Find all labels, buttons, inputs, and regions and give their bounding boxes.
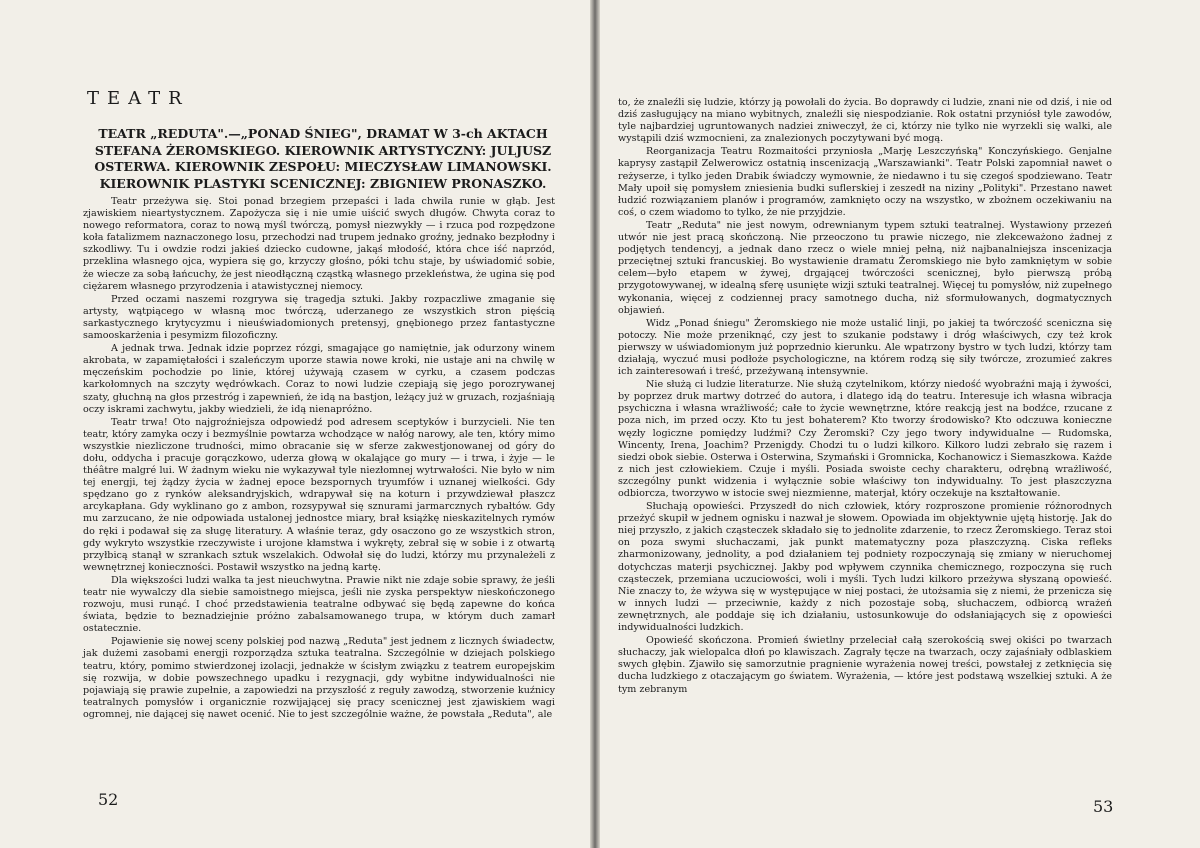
right-page-body <box>618 97 1112 817</box>
left-page-body <box>83 196 555 786</box>
right-page <box>600 0 1200 848</box>
book-gutter <box>590 0 600 848</box>
paragraph: Opowieść skończona. Promień świetlny przeleciał całą szerokością swej okiści po twarzach słuchaczy, jak wielopalca dłoń po klawiszach. Zagrały tęcze na twarzach, oczy zajaśniały odblaskiem swych głębin. Zjawiło się samorzutnie pragnienie wyrażenia nowej treści, powstałej z zetknięcia się ducha ludzkiego z otaczającym go światem. Wyrażenia, — które jest podstawą wszelkiej sztuki. A że tym zebranym <box>618 635 1112 695</box>
paragraph: Teatr trwa! Oto najgroźniejsza odpowiedź pod adresem sceptyków i burzycieli. Nie ten teatr, który zamyka oczy i bezmyślnie powtarza wchodzące w nałóg narowy, ale ten, który mimo wszystkie niezliczone trudności, mimo obracanie się w sferze zakwestjonowanej od góry do dołu, oddycha i pracuje gorączkowo, uderza głową w okalające go mury — i trwa, i żyje — le théâtre malgré lui. W żadnym wieku nie wykazywał tyle niezłomnej wytrwałości. Nie było w nim tej energji, tej żądzy życia w żadnej epoce bezspornych tryumfów i uznanej wielkości. Gdy spędzano go z rynków aleksandryjskich, wdrapywał się na koturn i przywdziewał płaszcz arcykapłana. Gdy wyklinano go z ambon, rozsypywał się sznurami jarmarcznych rybałtów. Gdy mu zarzucano, że nie odpowiada ustalonej jednostce miary, brał książkę nieskazitelnych rymów do ręki i podawał się za sługę literatury. A właśnie teraz, gdy osaczono go ze wszystkich stron, gdy wykryto wszystkie rzeczywiste i urojone kłamstwa i wykręty, zebrał się w sobie i z otwartą przyłbicą stanął w szrankach sztuk wszelakich. Odwołał się do ludzi, którzy mu przynależeli z wewnętrznej konieczności. Postawił wszystko na jedną kartę. <box>83 416 555 573</box>
left-page <box>0 0 590 848</box>
paragraph: A jednak trwa. Jednak idzie poprzez rózgi, smagające go namiętnie, jak odurzony winem akrobata, w zapamiętałości i szaleńczym uporze stawia nowe kroki, nie ustaje ani na chwilę w męczeńskim pochodzie po linie, której używają czasem w cyrku, a czasem podczas karkołomnych na szczyty wędrówkach. Coraz to nowi ludzie czepiają się jego porozrywanej szaty, głuchną na głos przestróg i zapewnień, że idą na bastjon, leżący już w gruzach, rozjaśniają oczy iskrami zachwytu, jakby wiedzieli, że idą nienapróżno. <box>83 343 555 415</box>
paragraph: Widz „Ponad śniegu" Żeromskiego nie może ustalić linji, po jakiej ta twórczość sceniczna się potoczy. Nie może przeniknąć, czy jest to szukanie podstawy i dróg właściwych, czy też krok pierwszy w uświadomionym już poprzednio kierunku. Ale wpatrzony bystro w tych ludzi, którzy tam działają, wyczuć musi podłoże psychologiczne, na którem rodzą się siły twórcze, zrozumieć zakres ich zainteresowań i treść, przeżywaną intensywnie. <box>618 317 1112 378</box>
section-title: TEATR <box>87 88 190 109</box>
paragraph: Słuchają opowieści. Przyszedł do nich człowiek, który rozproszone promienie różnorodnych przeżyć skupił w jednem ognisku i nazwał je słowem. Opowiada im objektywnie ujętą historję. Jak do niej przyszło, z jakich cząsteczek składało się to jednolite zdarzenie, to rzecz Żeromskiego. Teraz stoi on poza swymi słuchaczami, jak punkt matematyczny poza płaszczyzną. Ciska refleks zharmonizowany, jednolity, a pod działaniem tej podniety rozpoczynają się zmiany w nieruchomej dotychczas materji psychicznej. Jakby pod wpływem czynnika chemicznego, rozpoczyna się ruch cząsteczek, przemiana uczuciowości, woli i myśli. Tych ludzi kilkoro przeżywa słyszaną opowieść. Nie znaczy to, że wżywa się w występujące w niej postaci, że utożsamia się z niemi, że przenicza się w innych ludzi — przeciwnie, każdy z nich pozostaje sobą, słuchaczem, odbiorcą wrażeń zewnętrznych, ale poddaje się ich działaniu, ustosunkowuje do odsłaniających się z opowieści indywidualności ludzkich. <box>618 501 1112 634</box>
paragraph: Nie służą ci ludzie literaturze. Nie służą czytelnikom, którzy niedość wyobraźni mają i żywości, by poprzez druk martwy dotrzeć do autora, i dlatego idą do teatru. Interesuje ich własna wibracja psychiczna i własna wrażliwość; całe to życie wewnętrzne, które reakcją jest na bodźce, rzucane z poza nich, im przed oczy. Kto tu jest bohaterem? Kto tworzy środowisko? Kto odczuwa konieczne węzły logiczne pomiędzy ludźmi? Czy Żeromski? Czy jego twory indywidualne — Rudomska, Wincenty, Irena, Joachim? Przenigdy. Chodzi tu o ludzi kilkoro. Kilkoro ludzi zebrało się razem i siedzi obok siebie. Osterwa i Osterwina, Szymański i Gromnicka, Kochanowicz i Siemaszkowa. Każde z nich jest człowiekiem. Czuje i myśli. Posiada swoiste cechy charakteru, odrębną wrażliwość, szczególny punkt widzenia i wyłącznie sobie właściwy ton indywidualny. To jest płaszczyzna odbiorcza, tworzywo w istocie swej niezmienne, materjał, który oczekuje na kształtowanie. <box>618 379 1112 499</box>
paragraph: Przed oczami naszemi rozgrywa się tragedja sztuki. Jakby rozpaczliwe zmaganie się artysty, wątpiącego w własną moc twórczą, uderzanego ze wszystkich stron pięścią sarkastycznego krytycyzmu i nieuświadomionych pretensyj, gnębionego przez fantastyczne samooskarżenia i pesymizm filozoficzny. <box>83 293 555 342</box>
paragraph: Dla większości ludzi walka ta jest nieuchwytna. Prawie nikt nie zdaje sobie sprawy, że jeśli teatr nie wywalczy dla siebie samoistnego miejsca, jeśli nie zyska perspektyw nieskończonego rozwoju, musi runąć. I choć przedstawienia teatralne odbywać się będą zapewne do końca świata, będzie to beznadziejnie próżno zabalsamowanego trupa, w którym duch zamarł ostatecznie. <box>83 574 555 635</box>
paragraph: to, że znaleźli się ludzie, którzy ją powołali do życia. Bo doprawdy ci ludzie, znani nie od dziś, i nie od dziś zasługujący na miano wybitnych, znaleźli się niespodzianie. Rok ostatni przyniósł tyle zawodów, tyle najbardziej ugruntowanych nadziei zniweczył, że ci, którzy nie tylko nie wyrzekli się walki, ale wystąpili dziś wzmocnieni, za znalezionych poczytywani być mogą. <box>618 97 1112 145</box>
article-headline: TEATR „REDUTA".—„PONAD ŚNIEG", DRAMAT W 3-ch AKTACH STEFANA ŻEROMSKIEGO. KIEROWNIK ARTYSTYCZNY: JULJUSZ OSTERWA. KIEROWNIK ZESPOŁU: MIECZYSŁAW LIMANOWSKI. KIEROWNIK PLASTYKI SCENICZNEJ: ZBIGNIEW PRONASZKO. <box>94 126 552 191</box>
page-number: 53 <box>1093 797 1114 816</box>
paragraph: Teatr przeżywa się. Stoi ponad brzegiem przepaści i lada chwila runie w głąb. Jest zjawiskiem nieartystycznem. Zapożycza się i nie umie uiścić swych długów. Chwyta coraz to nowego reformatora, coraz to nową myśl twórczą, pomysł niezwykły — i rzuca pod rozpędzone koła fatalizmem naznaczonego losu, przechodzi nad trupem jednako groźny, jednako bezpłodny i szkodliwy. Tu i owdzie rodzi jakieś dziecko cudowne, jakąś młodość, która chce iść naprzód, przeklina własnego ojca, wypiera się go, krzyczy głośno, póki tchu staje, by uświadomić sobie, że wiecze za sobą łańcuchy, że jest nieodłączną cząstką własnego przekleństwa, że ugina się pod ciężarem własnego przyrodzenia i atawistycznej niemocy. <box>83 196 555 292</box>
paragraph: Teatr „Reduta" nie jest nowym, odrewnianym typem sztuki teatralnej. Wystawiony przezeń utwór nie jest pracą skończoną. Nie przeoczono tu prawie niczego, nie zlekceważono żadnej z podjętych tendencyj, a jednak dano rzecz o wiele mniej pełną, niż najbanalniejsza inscenizacja przeciętnej sztuki francuskiej. Bo wystawienie dramatu Żeromskiego nie było zamkniętym w sobie celem—było etapem w żywej, drgającej twórczości scenicznej, było pierwszą próbą przygotowywanej, w idealną sferę usunięte wizji sztuki teatralnej. Więcej tu pomysłów, niż zupełnego wykonania, więcej z codziennej pracy samotnego ducha, niż sformułowanych, dogmatycznych objawień. <box>618 219 1112 316</box>
page-number: 52 <box>98 790 119 809</box>
paragraph: Pojawienie się nowej sceny polskiej pod nazwą „Reduta" jest jednem z licznych świadectw, jak dużemi zasobami energji rozporządza sztuka teatralna. Szczególnie w dziejach polskiego teatru, który, pomimo stwierdzonej izolacji, jednakże w ścisłym związku z teatrem europejskim się rozwija, w dobie powszechnego upadku i rezygnacji, gdy wybitne indywidualności nie pojawiają się prawie zupełnie, a zapowiedzi na przyszłość z reguły zawodzą, stworzenie kuźnicy teatralnych pomysłów i organicznie rozwijającej się pracy scenicznej jest zjawiskiem wagi ogromnej, nie dającej się nawet ocenić. Nie to jest szczególnie ważne, że powstała „Reduta", ale <box>83 636 555 720</box>
paragraph: Reorganizacja Teatru Rozmaitości przyniosła „Marję Leszczyńską" Konczyńskiego. Genjalne kaprysy zastąpił Zelwerowicz ostatnią inscenizacją „Warszawianki". Teatr Polski zapomniał nawet o reżyserze, i tylko jeden Drabik świadczy wymownie, że niedawno i tu się czegoś spodziewano. Teatr Mały upoił się pomysłem zniesienia budki suflerskiej i zeszedł na niziny „Polityki". Przestano nawet łudzić rozwiązaniem planów i programów, zamknięto oczy na wszystko, w zbożnem oczekiwaniu na coś, o czem wiadomo to tylko, że nie przyjdzie. <box>618 146 1112 218</box>
